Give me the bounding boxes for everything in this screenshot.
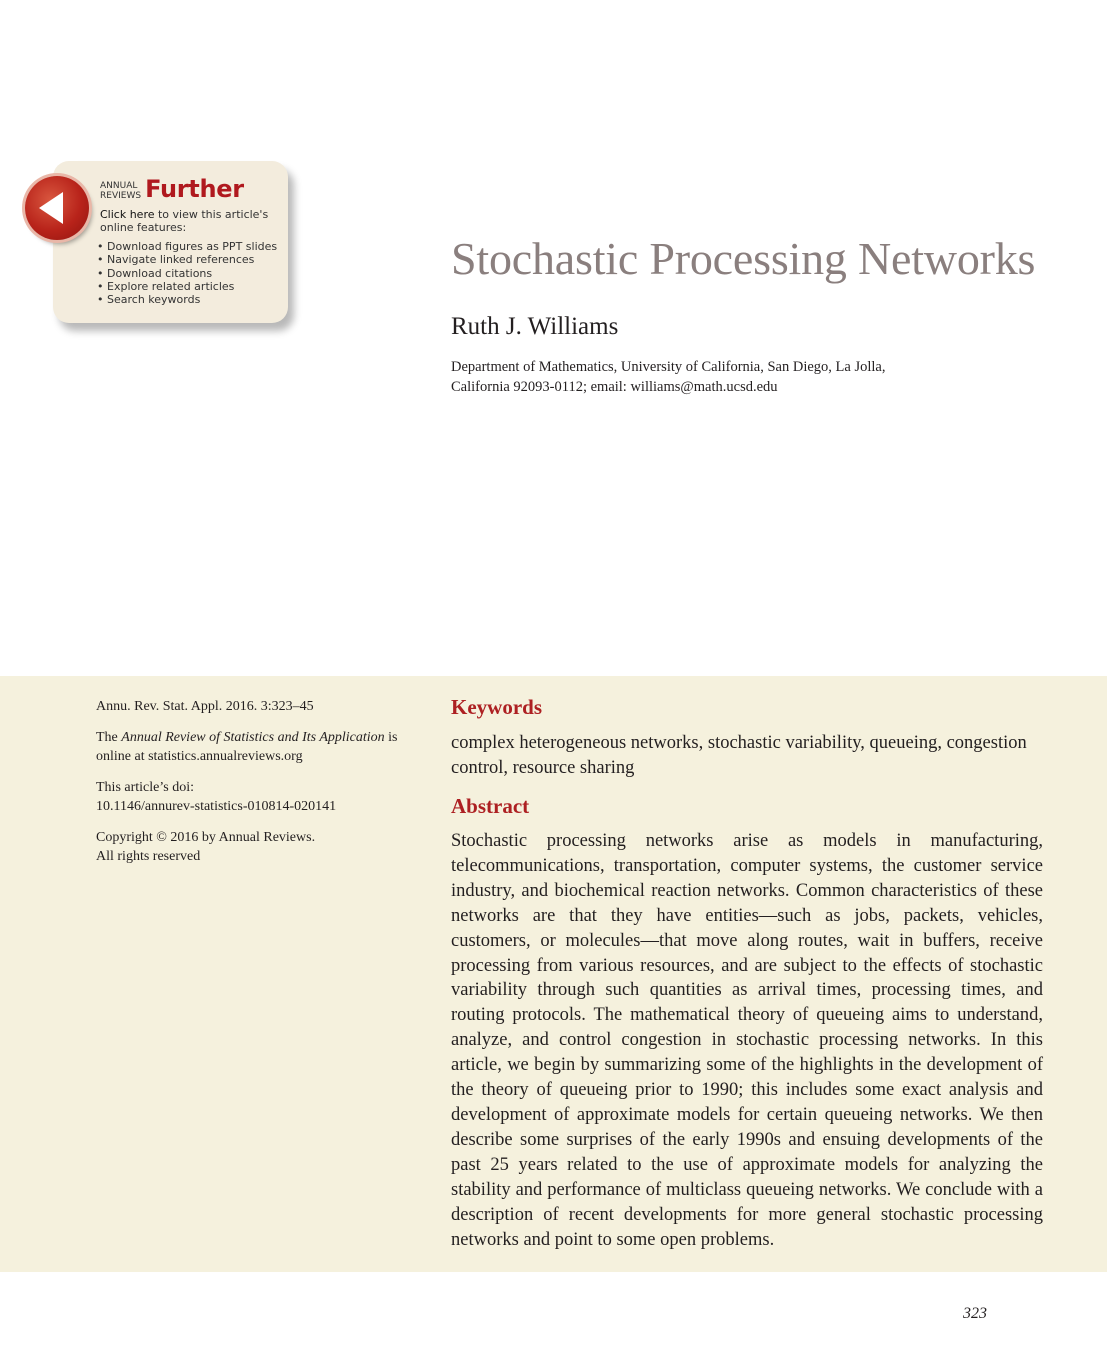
author-name: Ruth J. Williams — [451, 313, 619, 340]
keywords-text: complex heterogeneous networks, stochastic variability, queueing, congestion control, resource sharing — [451, 733, 1027, 778]
further-feature-list — [97, 240, 277, 306]
brand-further: Further — [145, 175, 244, 203]
keywords-heading: Keywords — [451, 695, 542, 719]
play-left-icon — [25, 176, 89, 240]
copyright: Copyright © 2016 by Annual Reviews. — [96, 830, 316, 845]
further-intro — [100, 208, 282, 234]
click-here-link[interactable]: Click here — [100, 208, 155, 221]
feature-item[interactable]: • Search keywords — [97, 293, 277, 306]
abstract-text: Stochastic processing networks arise as models in manufacturing, telecommunications, transportation, computer systems, the customer service industry, and biochemical reaction networks. Common characteristics of these networks are that they have entities—such as jobs, packets, vehicles, customers, or molecules—that move along routes, wait in buffers, receive processing from various resources, and are subject to the effects of stochastic variability through such quantities as arrival times, processing times, and routing protocols. The mathematical theory of queueing aims to understand, analyze, and control congestion in stochastic processing networks. In this article, we begin by summarizing some of the highlights in the development of the theory of queueing prior to 1990; this includes some exact analysis and development of approximate models for certain queueing networks. We then describe some surprises of the early 1990s and ensuing developments of the past 25 years related to the use of approximate models for analyzing the stability and performance of multiclass queueing networks. We conclude with a description of recent developments for more general stochastic processing networks and point to some open problems. — [451, 831, 1043, 1250]
brand-annual: ANNUAL — [100, 181, 138, 191]
further-intro-text: to view this article's online features: — [100, 208, 269, 234]
journal-name: Annual Review of Statistics and Its Application — [121, 730, 385, 745]
page-number: 323 — [963, 1305, 987, 1322]
feature-item[interactable]: • Explore related articles — [97, 280, 277, 293]
rights: All rights reserved — [96, 849, 201, 864]
feature-item[interactable]: • Download figures as PPT slides — [97, 240, 277, 253]
abstract-heading: Abstract — [451, 794, 530, 818]
doi-info — [96, 778, 426, 816]
further-arrow-button[interactable] — [25, 176, 89, 240]
journal-url[interactable]: online at statistics.annualreviews.org — [96, 749, 303, 764]
author-affiliation — [451, 358, 1051, 397]
affiliation-line-1: Department of Mathematics, University of California, San Diego, La Jolla, — [451, 359, 886, 375]
affiliation-line-2: California 92093-0112; email: williams@math.ucsd.edu — [451, 378, 778, 395]
citation: Annu. Rev. Stat. Appl. 2016. 3:323–45 — [96, 699, 314, 714]
copyright-info — [96, 828, 426, 866]
brand-reviews: REVIEWS — [100, 191, 142, 201]
article-title: Stochastic Processing Networks — [451, 233, 1036, 284]
feature-item[interactable]: • Download citations — [97, 267, 277, 280]
annual-reviews-further-logo — [100, 177, 244, 201]
doi-value[interactable]: 10.1146/annurev-statistics-010814-020141 — [96, 799, 337, 814]
doi-label: This article’s doi: — [96, 780, 194, 795]
feature-item[interactable]: • Navigate linked references — [97, 253, 277, 266]
journal-info: The Annual Review of Statistics and Its Application is online at statistics.annualreviews.org — [96, 730, 398, 764]
